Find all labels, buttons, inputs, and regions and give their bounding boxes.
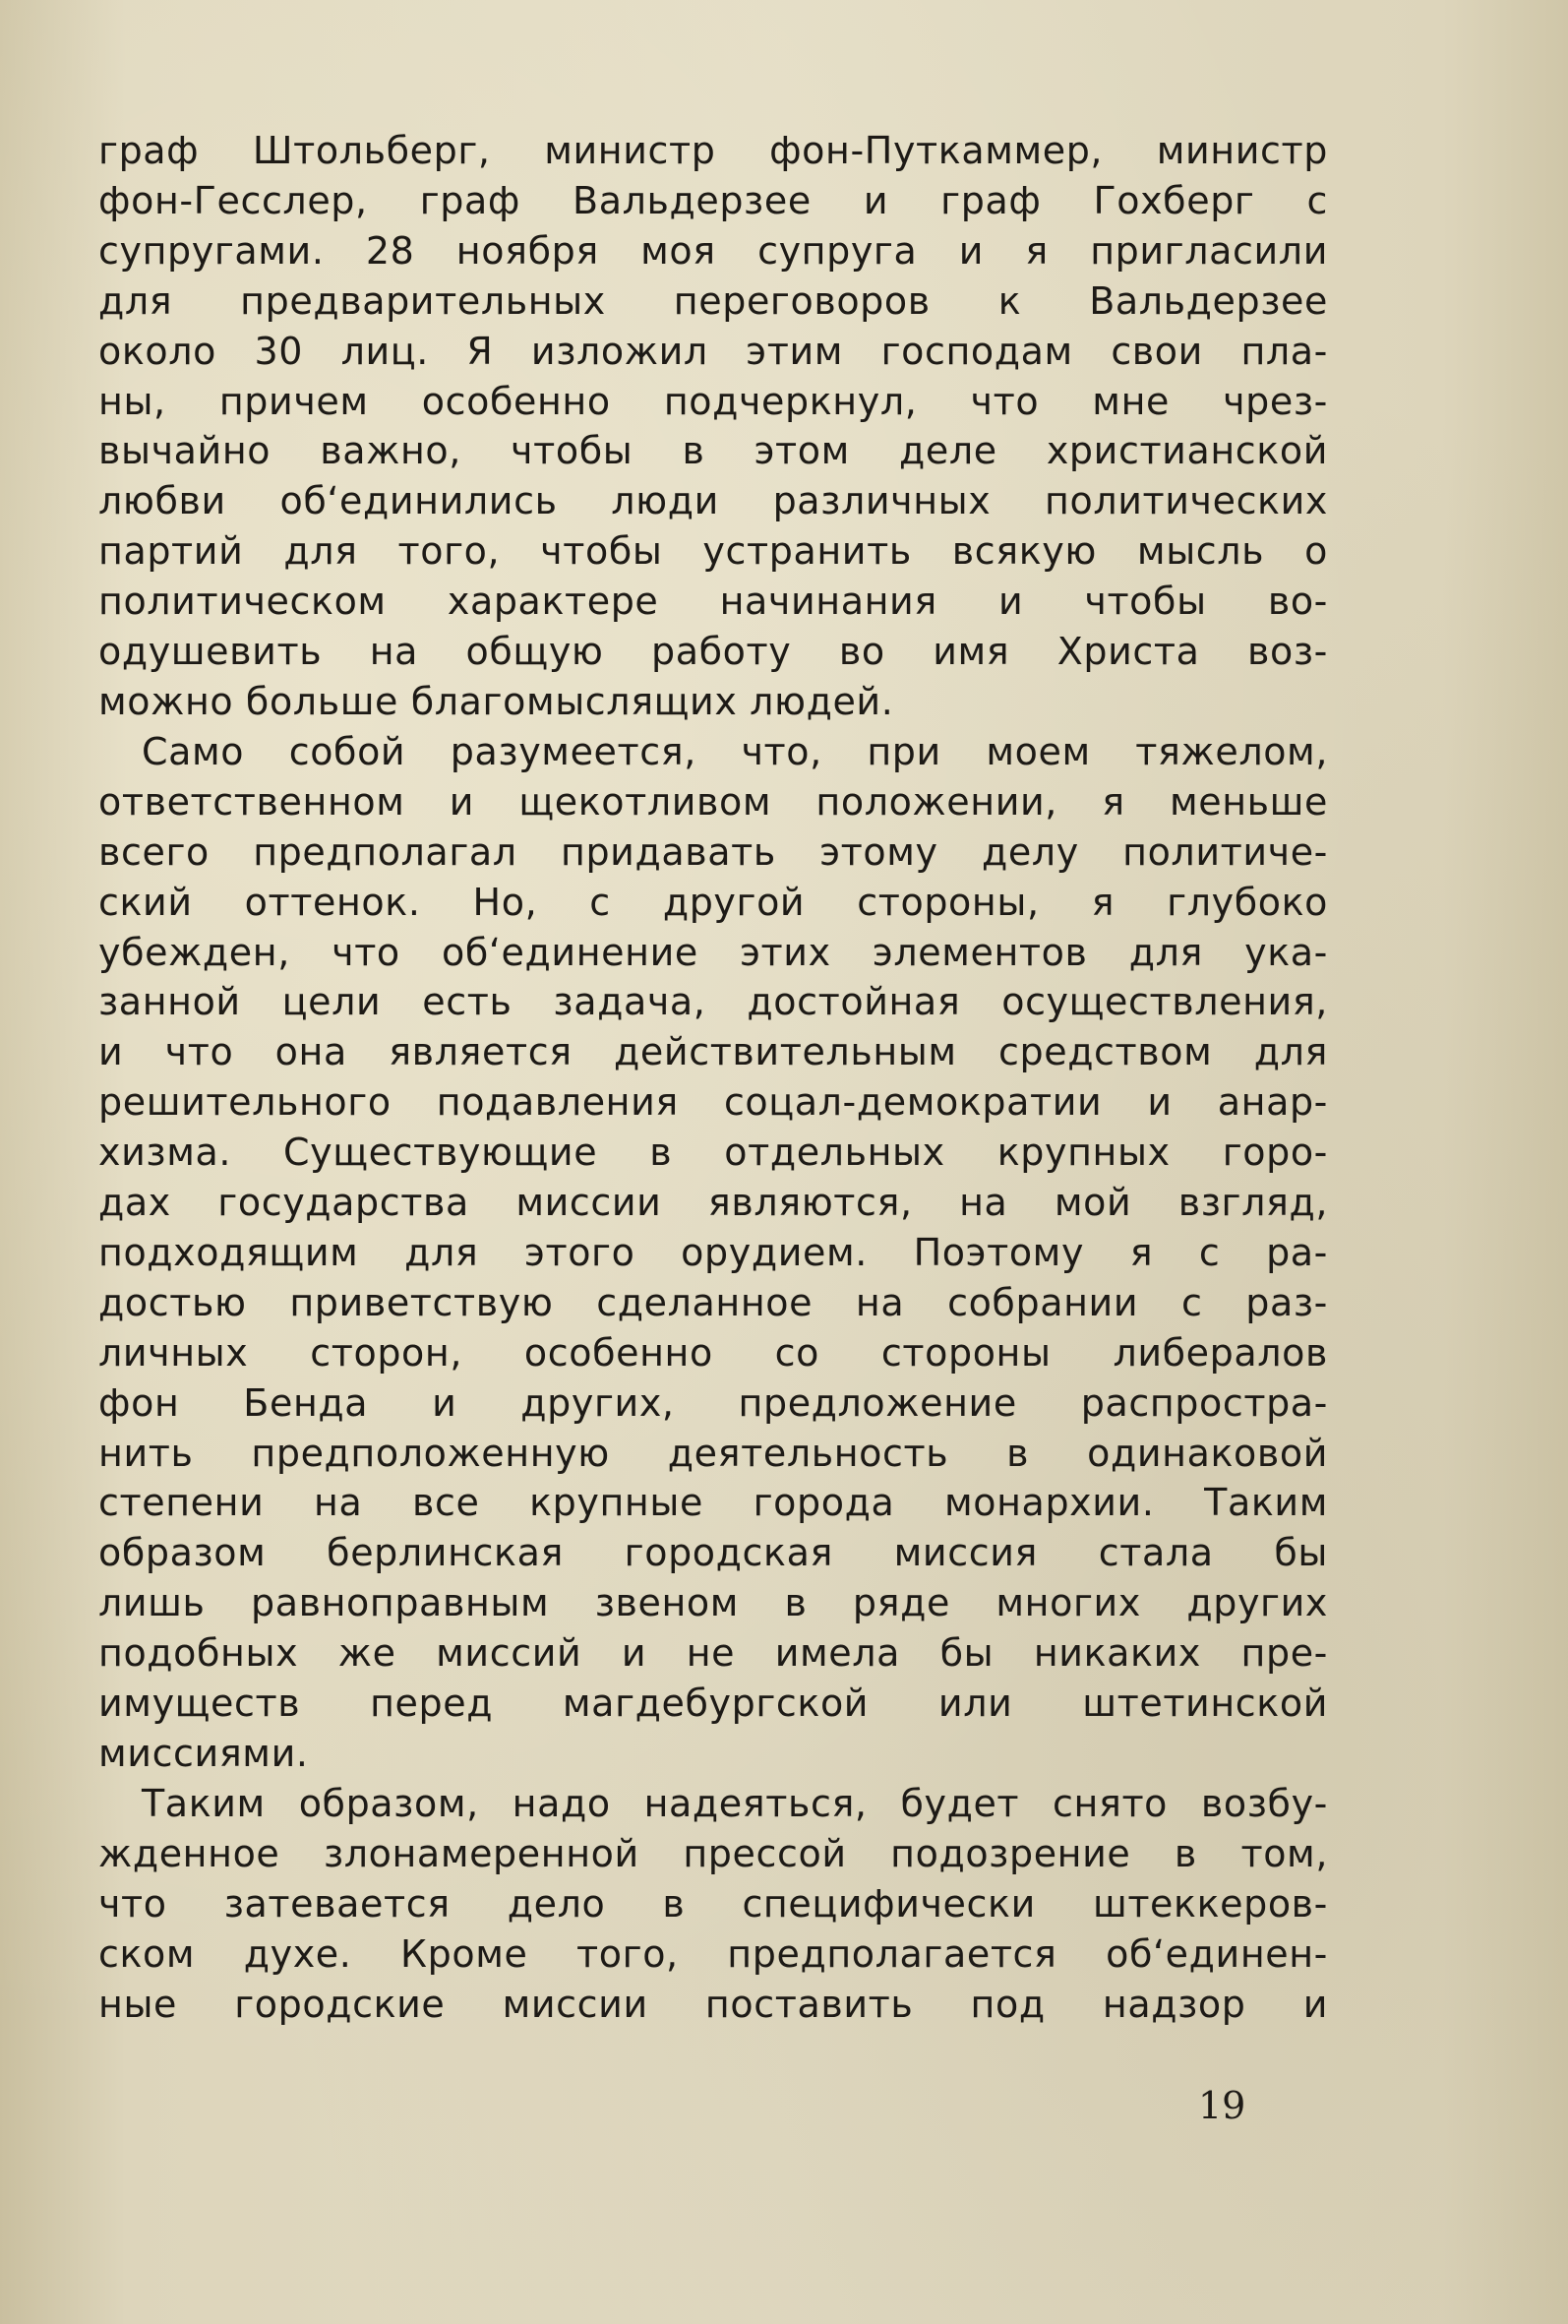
text-line: подходящим для этого орудием. Поэтому я с ра-	[98, 1230, 1328, 1274]
text-line: достью приветствую сделанное на собрании с раз-	[98, 1280, 1328, 1324]
text-line: для предварительных переговоров к Вальдерзее	[98, 278, 1328, 323]
text-line: всего предполагал придавать этому делу политиче-	[98, 829, 1328, 874]
text-line: около 30 лиц. Я изложил этим господам свои пла-	[98, 329, 1328, 373]
page-number: 19	[1198, 2084, 1246, 2127]
text-line: граф Штольберг, министр фон-Путкаммер, министр	[98, 129, 1328, 172]
text-line: что затевается дело в специфически штеккеров-	[98, 1881, 1328, 1926]
text-line: фон Бенда и других, предложение распростра-	[98, 1380, 1328, 1425]
text-line: лишь равноправным звеном в ряде многих других	[98, 1581, 1328, 1625]
text-line: личных сторон, особенно со стороны либералов	[98, 1330, 1328, 1375]
text-line: решительного подавления соцал-демократии и анар-	[98, 1080, 1328, 1125]
text-line: одушевить на общую работу во имя Христа воз-	[98, 630, 1328, 674]
text-line: любви об‘единились люди различных политических	[98, 479, 1328, 523]
body-text	[98, 126, 1328, 2029]
text-line: политическом характере начинания и чтобы во-	[98, 580, 1328, 624]
text-line: ответственном и щекотливом положении, я меньше	[98, 779, 1328, 824]
text-line: Таким образом, надо надеяться, будет снято возбу-	[142, 1781, 1328, 1825]
paragraph-2	[98, 727, 1328, 1779]
text-line: нить предположенную деятельность в одинаковой	[98, 1431, 1328, 1475]
text-line: супругами. 28 ноября моя супруга и я пригласили	[98, 228, 1328, 273]
text-line: можно больше благомыслящих людей.	[98, 679, 894, 723]
text-line: вычайно важно, чтобы в этом деле христианской	[98, 429, 1328, 473]
text-line: фон-Гесслер, граф Вальдерзее и граф Гохберг с	[98, 178, 1328, 222]
text-line: партий для того, чтобы устранить всякую мысль о	[98, 529, 1328, 574]
text-line: дах государства миссии являются, на мой взгляд,	[98, 1181, 1328, 1225]
text-line: жденное злонамеренной прессой подозрение в том,	[98, 1831, 1328, 1875]
text-line: убежден, что об‘единение этих элементов для ука-	[98, 930, 1328, 974]
text-line: ский оттенок. Но, с другой стороны, я глубоко	[98, 880, 1328, 924]
text-line: занной цели есть задача, достойная осуществления,	[98, 980, 1328, 1024]
text-line: степени на все крупные города монархии. Таким	[98, 1481, 1328, 1525]
paragraph-3	[98, 1779, 1328, 2030]
text-line: ны, причем особенно подчеркнул, что мне чрез-	[98, 379, 1328, 423]
paragraph-1	[98, 126, 1328, 727]
text-line: подобных же миссий и не имела бы никаких пре-	[98, 1631, 1328, 1676]
text-line: имуществ перед магдебургской или штетинской	[98, 1682, 1328, 1726]
text-line: Само собой разумеется, что, при моем тяжелом,	[142, 729, 1328, 773]
text-line: хизма. Существующие в отдельных крупных горо-	[98, 1131, 1328, 1175]
text-line: ском духе. Кроме того, предполагается об‘единен-	[98, 1931, 1328, 1976]
text-line: и что она является действительным средством для	[98, 1030, 1328, 1074]
text-line: миссиями.	[98, 1732, 309, 1775]
text-line: образом берлинская городская миссия стала бы	[98, 1531, 1328, 1575]
text-line: ные городские миссии поставить под надзор и	[98, 1982, 1328, 2026]
